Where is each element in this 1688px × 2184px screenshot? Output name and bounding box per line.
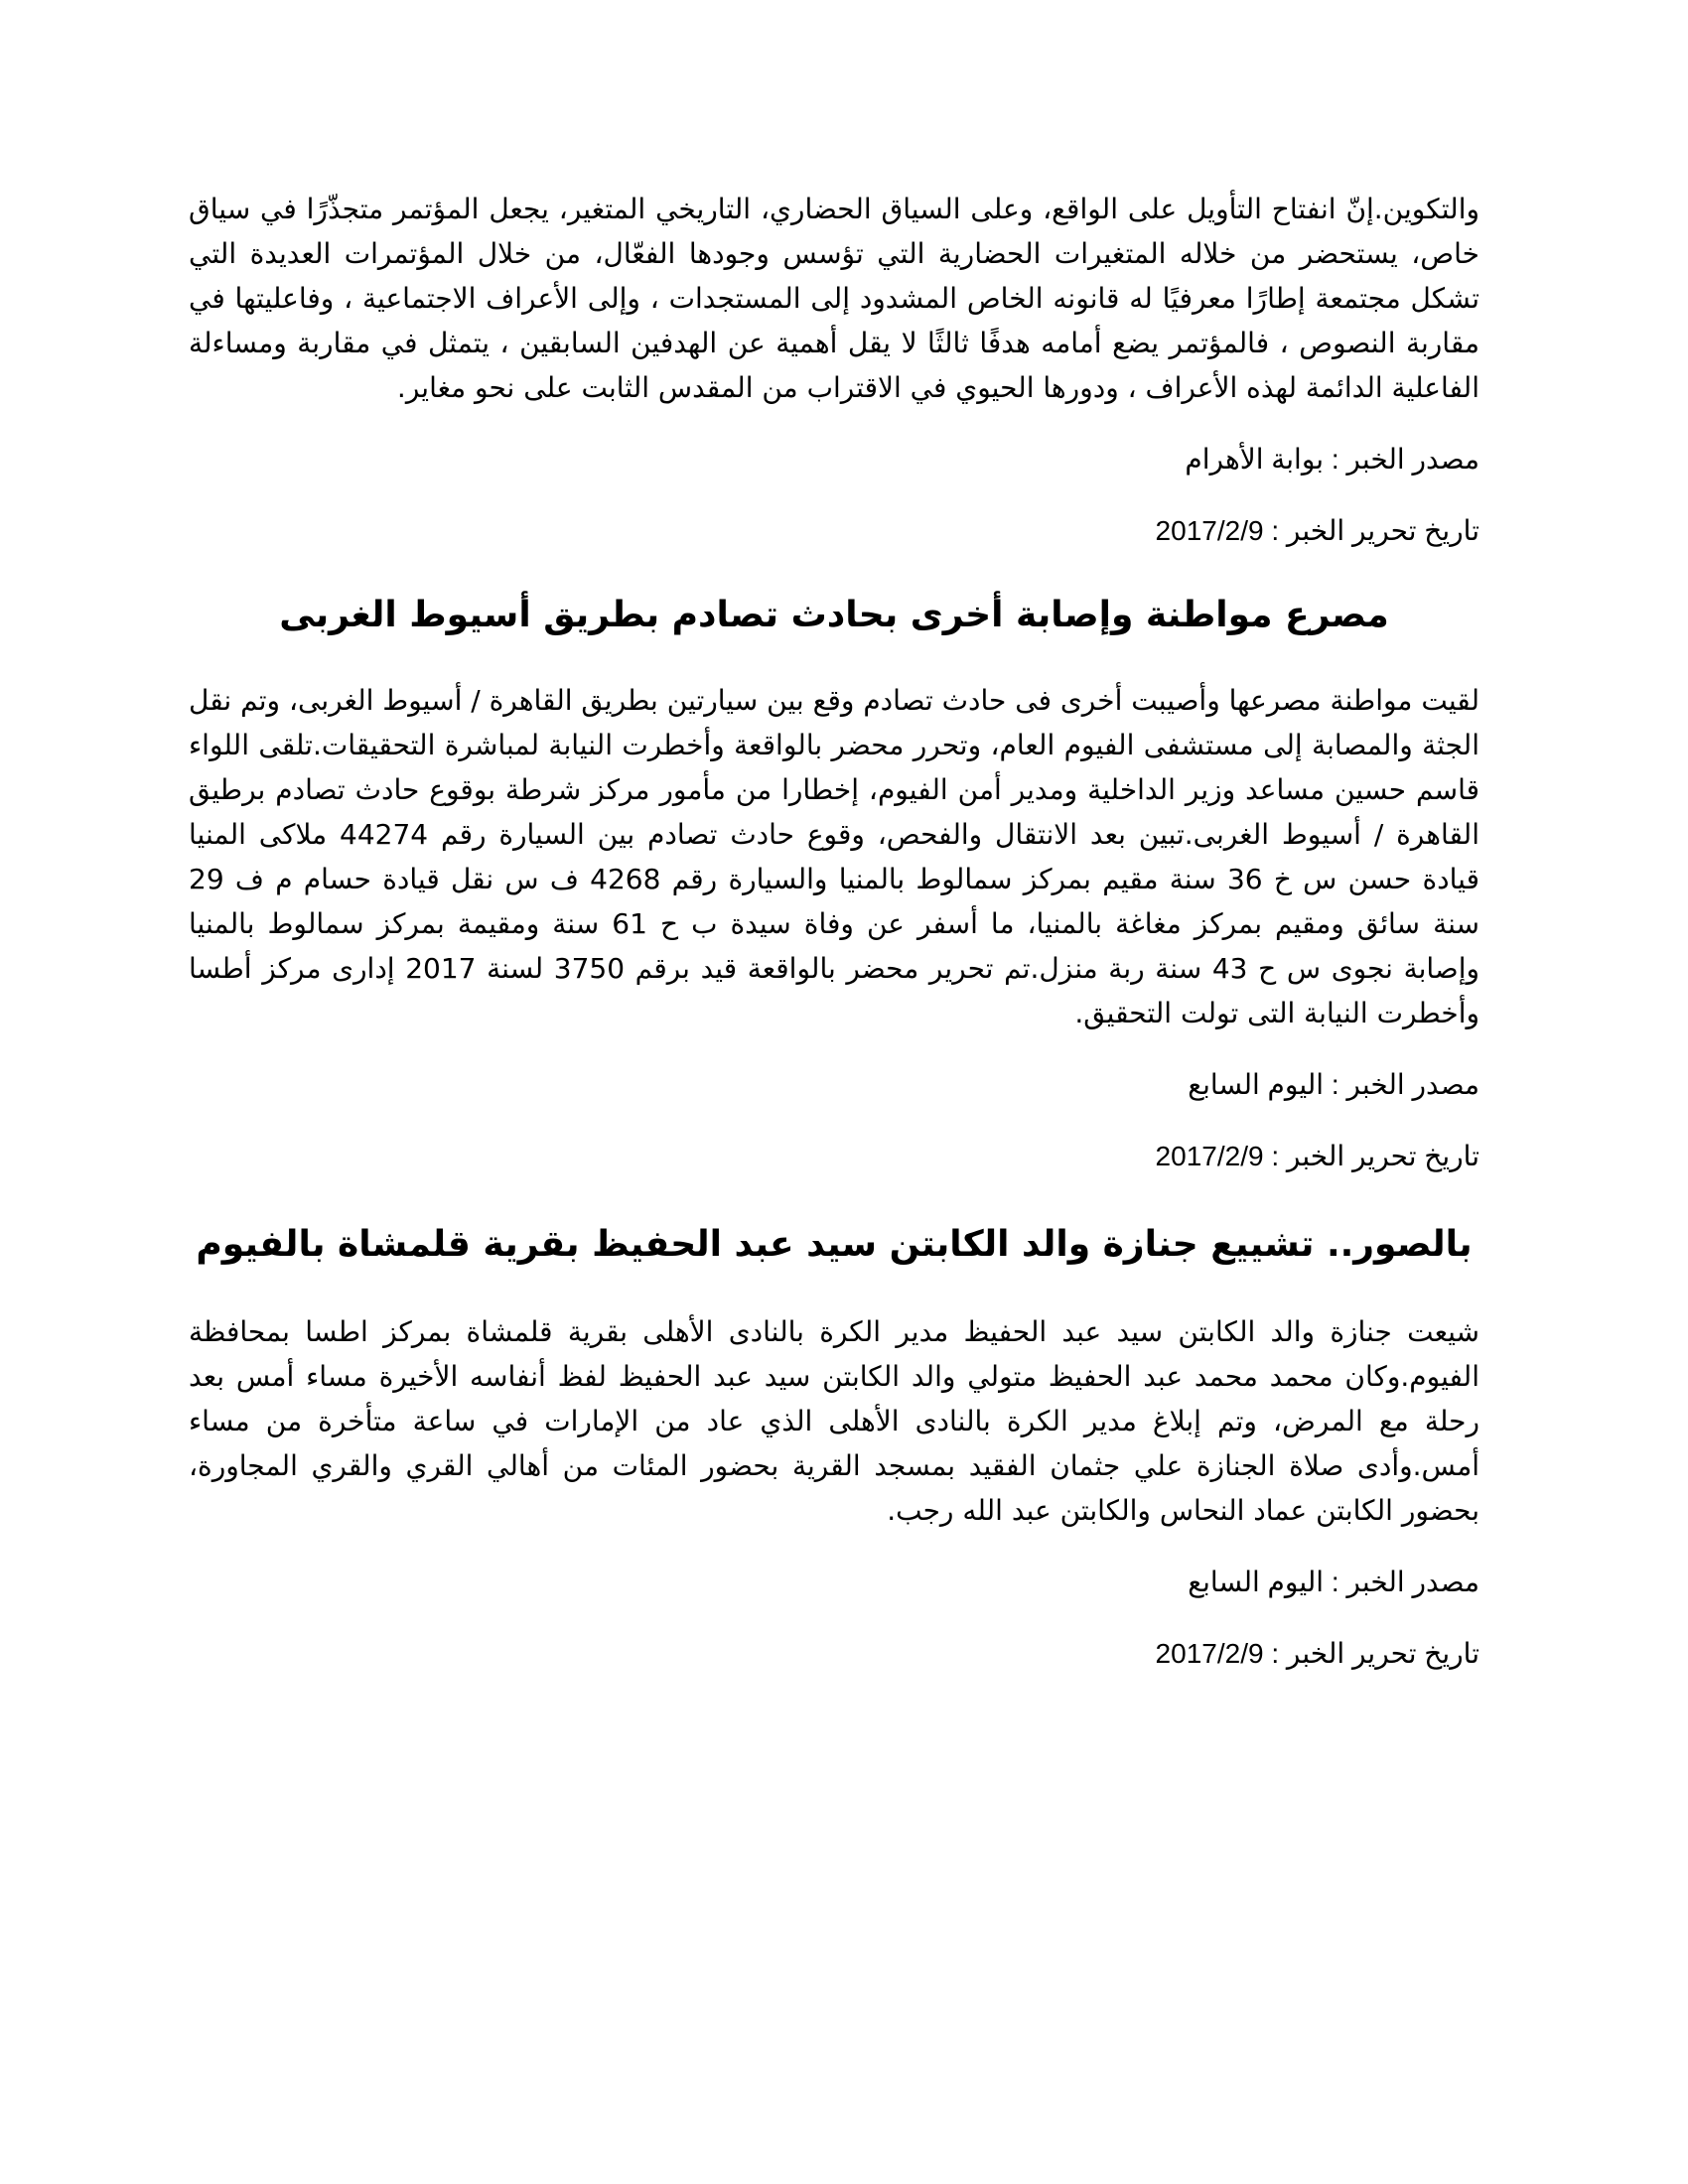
article2-paragraph: شيعت جنازة والد الكابتن سيد عبد الحفيظ مدير الكرة بالنادى الأهلى بقرية قلمشاة بمركز اطسا بمحافظة الفيوم.وكان محمد محمد عبد الحفيظ متولي والد الكابتن سيد عبد الحفيظ لفظ أنفاسه الأخيرة مساء أمس بعد رحلة مع المرض، وتم إبلاغ مدير الكرة بالنادى الأهلى الذي عاد من الإمارات في ساعة متأخرة من مساء أمس.وأدى صلاة الجنازة علي جثمان الفقيد بمسجد القرية بحضور المئات من أهالي القري والقري المجاورة، بحضور الكابتن عماد النحاس والكابتن عبد الله رجب. <box>189 1315 1479 1527</box>
article2-date: تاريخ تحرير الخبر : 2017/2/9 <box>1155 1638 1479 1669</box>
document-body <box>189 187 1479 1674</box>
article2-source: مصدر الخبر : اليوم السابع <box>1188 1567 1479 1597</box>
article1-date: تاريخ تحرير الخبر : 2017/2/9 <box>1155 1141 1479 1171</box>
intro-source: مصدر الخبر : بوابة الأهرام <box>1185 444 1479 475</box>
intro-paragraph: والتكوين.إنّ انفتاح التأويل على الواقع، وعلى السياق الحضاري، التاريخي المتغير، يجعل المؤتمر متجذّرًا في سياق خاص، يستحضر من خلاله المتغيرات الحضارية التي تؤسس وجودها الفعّال، من خلال المؤتمرات العديدة التي تشكل مجتمعة إطارًا معرفيًا له قانونه الخاص المشدود إلى المستجدات ، وإلى الأعراف الاجتماعية ، وفاعليتها في مقاربة النصوص ، فالمؤتمر يضع أمامه هدفًا ثالثًا لا يقل أهمية عن الهدفين السابقين ، يتمثل في مقاربة ومساءلة الفاعلية الدائمة لهذه الأعراف ، ودورها الحيوي في الاقتراب من المقدس الثابت على نحو مغاير. <box>189 193 1479 404</box>
article1-headline: مصرع مواطنة وإصابة أخرى بحادث تصادم بطريق أسيوط الغربى <box>279 595 1389 635</box>
intro-date: تاريخ تحرير الخبر : 2017/2/9 <box>1155 515 1479 546</box>
article1-source: مصدر الخبر : اليوم السابع <box>1188 1069 1479 1100</box>
article2-headline: بالصور.. تشييع جنازة والد الكابتن سيد عبد الحفيظ بقرية قلمشاة بالفيوم <box>196 1224 1473 1265</box>
article1-paragraph: لقيت مواطنة مصرعها وأصيبت أخرى فى حادث تصادم وقع بين سيارتين بطريق القاهرة / أسيوط الغربى، وتم نقل الجثة والمصابة إلى مستشفى الفيوم العام، وتحرر محضر بالواقعة وأخطرت النيابة لمباشرة التحقيقات.تلقى اللواء قاسم حسين مساعد وزير الداخلية ومدير أمن الفيوم، إخطارا من مأمور مركز شرطة بوقوع حادث تصادم برطيق القاهرة / أسيوط الغربى.تبين بعد الانتقال والفحص، وقوع حادث تصادم بين السيارة رقم 44274 ملاكى المنيا قيادة حسن س خ 36 سنة مقيم بمركز سمالوط بالمنيا والسيارة رقم 4268 ف س نقل قيادة حسام م ف 29 سنة سائق ومقيم بمركز مغاغة بالمنيا، ما أسفر عن وفاة سيدة ب ح 61 سنة ومقيمة بمركز سمالوط بالمنيا وإصابة نجوى س ح 43 سنة ربة منزل.تم تحرير محضر بالواقعة قيد برقم 3750 لسنة 2017 إدارى مركز أطسا وأخطرت النيابة التى تولت التحقيق. <box>189 684 1480 1029</box>
